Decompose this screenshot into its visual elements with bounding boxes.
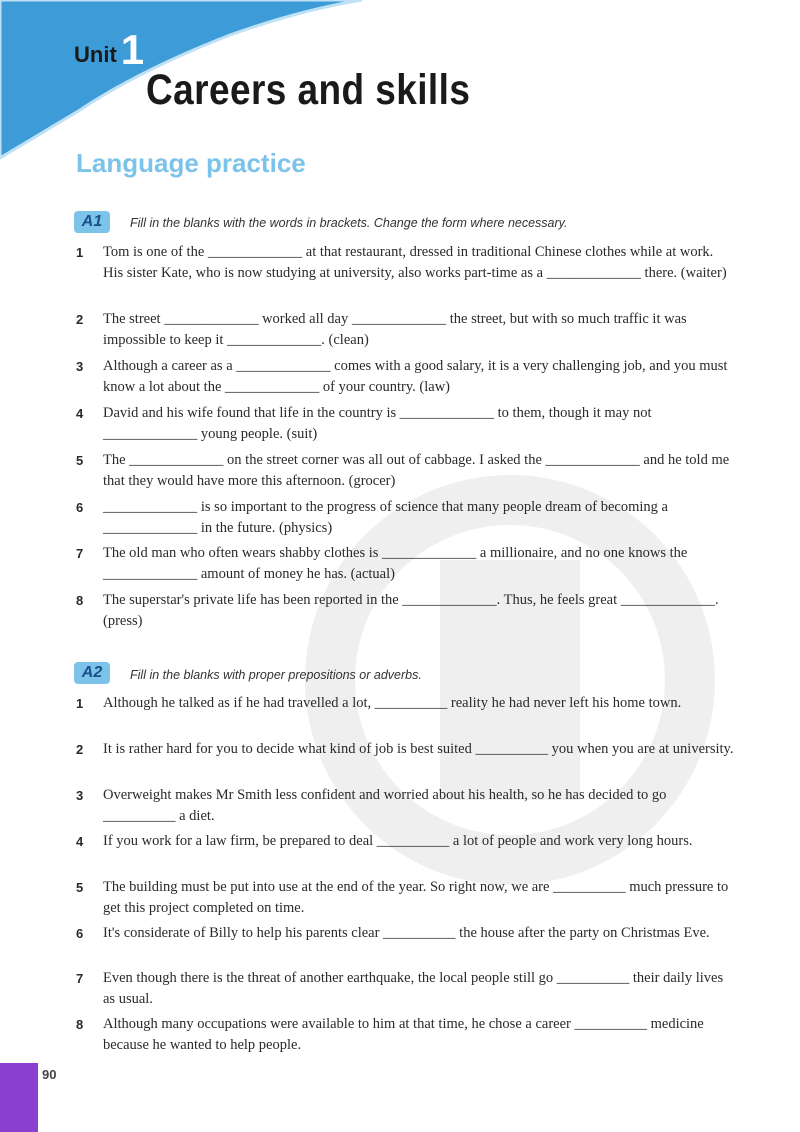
item-text: The building must be put into use at the end of the year. So right now, we are __________ much pressure to get this project completed on time. (103, 879, 729, 916)
item-text: The superstar's private life has been reported in the _____________. Thus, he feels great _____________. (press) (103, 592, 719, 629)
exercise-a2-instruction: Fill in the blanks with proper prepositions or adverbs. (130, 668, 422, 682)
a1-item-4 (76, 403, 736, 445)
item-text: Overweight makes Mr Smith less confident and worried about his health, so he has decided to go __________ a diet. (103, 787, 667, 824)
item-number: 7 (76, 971, 84, 986)
a1-item-8 (76, 590, 736, 632)
a2-item-4 (76, 831, 736, 852)
exercise-a1-instruction: Fill in the blanks with the words in brackets. Change the form where necessary. (130, 216, 568, 230)
item-number: 5 (76, 453, 84, 468)
item-number: 2 (76, 312, 84, 327)
unit-label (74, 26, 144, 74)
a1-item-2 (76, 309, 736, 351)
exercise-a2-badge: A2 (74, 662, 110, 684)
item-number: 6 (76, 500, 84, 515)
item-text: David and his wife found that life in the country is _____________ to them, though it may not _____________ young people. (suit) (103, 405, 652, 442)
item-number: 1 (76, 696, 84, 711)
item-number: 2 (76, 742, 84, 757)
item-number: 7 (76, 546, 84, 561)
a2-item-3 (76, 785, 736, 827)
a1-item-5 (76, 450, 736, 492)
item-text: _____________ is so important to the progress of science that many people dream of becoming a _____________ in the future. (physics) (103, 499, 668, 536)
item-text: Even though there is the threat of another earthquake, the local people still go __________ their daily lives as usual. (103, 970, 724, 1007)
unit-number: 1 (120, 26, 145, 73)
item-number: 4 (76, 834, 84, 849)
item-number: 8 (76, 593, 84, 608)
page-number: 90 (42, 1067, 57, 1082)
item-text: It's considerate of Billy to help his parents clear __________ the house after the party on Christmas Eve. (103, 925, 710, 941)
a1-item-1 (76, 242, 736, 284)
a2-item-1 (76, 693, 736, 714)
item-text: Although a career as a _____________ comes with a good salary, it is a very challenging job, and you must know a lot about the _____________ of your country. (law) (103, 358, 728, 395)
item-text: It is rather hard for you to decide what kind of job is best suited __________ you when you are at university. (103, 741, 734, 757)
a2-item-7 (76, 968, 736, 1010)
item-text: The old man who often wears shabby clothes is _____________ a millionaire, and no one knows the _____________ amount of money he has. (actual) (103, 545, 688, 582)
a1-item-3 (76, 356, 736, 398)
item-number: 4 (76, 406, 84, 421)
item-number: 3 (76, 788, 84, 803)
item-number: 1 (76, 245, 84, 260)
item-text: Although many occupations were available to him at that time, he chose a career __________ medicine because he wanted to help people. (103, 1016, 704, 1053)
item-number: 8 (76, 1017, 84, 1032)
exercise-a1-badge: A1 (74, 211, 110, 233)
item-text: The _____________ on the street corner was all out of cabbage. I asked the _____________ and he told me that they would have more this afternoon. (grocer) (103, 452, 730, 489)
a2-item-5 (76, 877, 736, 919)
item-number: 3 (76, 359, 84, 374)
item-number: 6 (76, 926, 84, 941)
item-text: The street _____________ worked all day _____________ the street, but with so much traffic it was impossible to keep it _____________. (clean) (103, 311, 687, 348)
page-title: Careers and skills (146, 66, 471, 114)
item-text: Although he talked as if he had travelled a lot, __________ reality he had never left his home town. (103, 695, 682, 711)
a1-item-7 (76, 543, 736, 585)
a2-item-2 (76, 739, 736, 760)
unit-word: Unit (74, 42, 117, 67)
item-text: Tom is one of the _____________ at that restaurant, dressed in traditional Chinese clothes while at work. His sister Kate, who is now studying at university, also works part-time as a _____________ there. (waiter) (103, 244, 727, 281)
a2-item-8 (76, 1014, 736, 1056)
item-text: If you work for a law firm, be prepared to deal __________ a lot of people and work very long hours. (103, 833, 693, 849)
a2-item-6 (76, 923, 736, 944)
a1-item-6 (76, 497, 736, 539)
item-number: 5 (76, 880, 84, 895)
section-title: Language practice (76, 148, 306, 178)
page-edge-bar (0, 1063, 38, 1132)
